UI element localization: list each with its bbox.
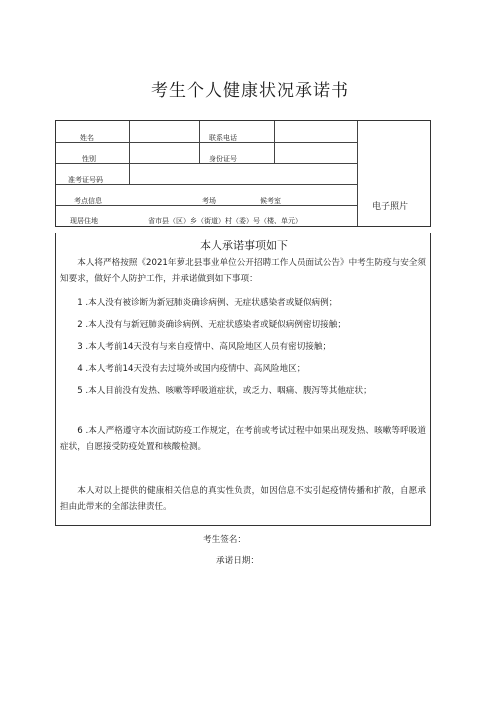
id-number-label: 身份证号 — [209, 155, 237, 163]
commitment-item: 6 .本人严格遵守本次面试防疫工作规定，在考前或考试过程中如果出现发热、咳嗽等呼吸道症状，自愿接受防疫处置和核酸检测。 — [60, 426, 426, 452]
waiting-room-label: 候考室 — [260, 197, 281, 205]
date-field[interactable] — [262, 551, 390, 567]
photo-label: 电子照片 — [372, 202, 409, 212]
commitment-item: 5 .本人目前没有发热、咳嗽等呼吸道症状，或乏力、咽痛、腹泻等其他症状； — [77, 386, 372, 396]
commitment-item: 2 .本人没有与新冠肺炎确诊病例、无症状感染者或疑似病例密切接触； — [77, 320, 346, 330]
admission-number-field[interactable] — [130, 164, 356, 183]
commitment-item: 4 .本人考前14天没有去过境外或国内疫情中、高风险地区； — [77, 364, 306, 374]
statement-intro: 本人将严格按照《2021年萝北县事业单位公开招聘工作人员面试公告》中考生防疫与安全须知要求，做好个人防护工作，并承诺做到如下事项： — [60, 258, 426, 284]
document-title: 考生个人健康状况承诺书 — [151, 81, 349, 101]
commitment-item: 3 .本人考前14天没有与来自疫情中、高风险地区人员有密切接触； — [77, 342, 332, 352]
form-col-divider — [199, 121, 200, 163]
signature-label: 考生签名： — [203, 535, 246, 545]
address-template: 省市县（区）乡（街道）村（委）号（楼、单元） — [148, 217, 302, 225]
exam-site-label: 考点信息 — [74, 197, 102, 205]
admission-number-label: 准考证号码 — [68, 176, 103, 184]
gender-field[interactable] — [130, 143, 198, 162]
info-form-table — [55, 120, 431, 227]
date-label: 承诺日期： — [216, 556, 259, 566]
commitment-statement-box — [55, 233, 431, 526]
address-label: 现居住地 — [70, 217, 98, 225]
phone-label: 联系电话 — [209, 134, 237, 142]
statement-heading: 本人承诺事项如下 — [200, 239, 288, 252]
name-field[interactable] — [130, 122, 198, 141]
id-number-field[interactable] — [275, 143, 356, 162]
gender-label: 性别 — [82, 155, 96, 163]
statement-closing: 本人对以上提供的健康相关信息的真实性负责，如因信息不实引起疫情传播和扩散，自愿承担由此带来的全部法律责任。 — [60, 486, 426, 512]
name-label: 姓名 — [80, 134, 94, 142]
phone-field[interactable] — [275, 122, 356, 141]
exam-room-label: 考场 — [202, 197, 216, 205]
signature-field[interactable] — [250, 530, 390, 546]
commitment-item: 1 .本人没有被诊断为新冠肺炎确诊病例、无症状感染者或疑似病例； — [77, 298, 338, 308]
